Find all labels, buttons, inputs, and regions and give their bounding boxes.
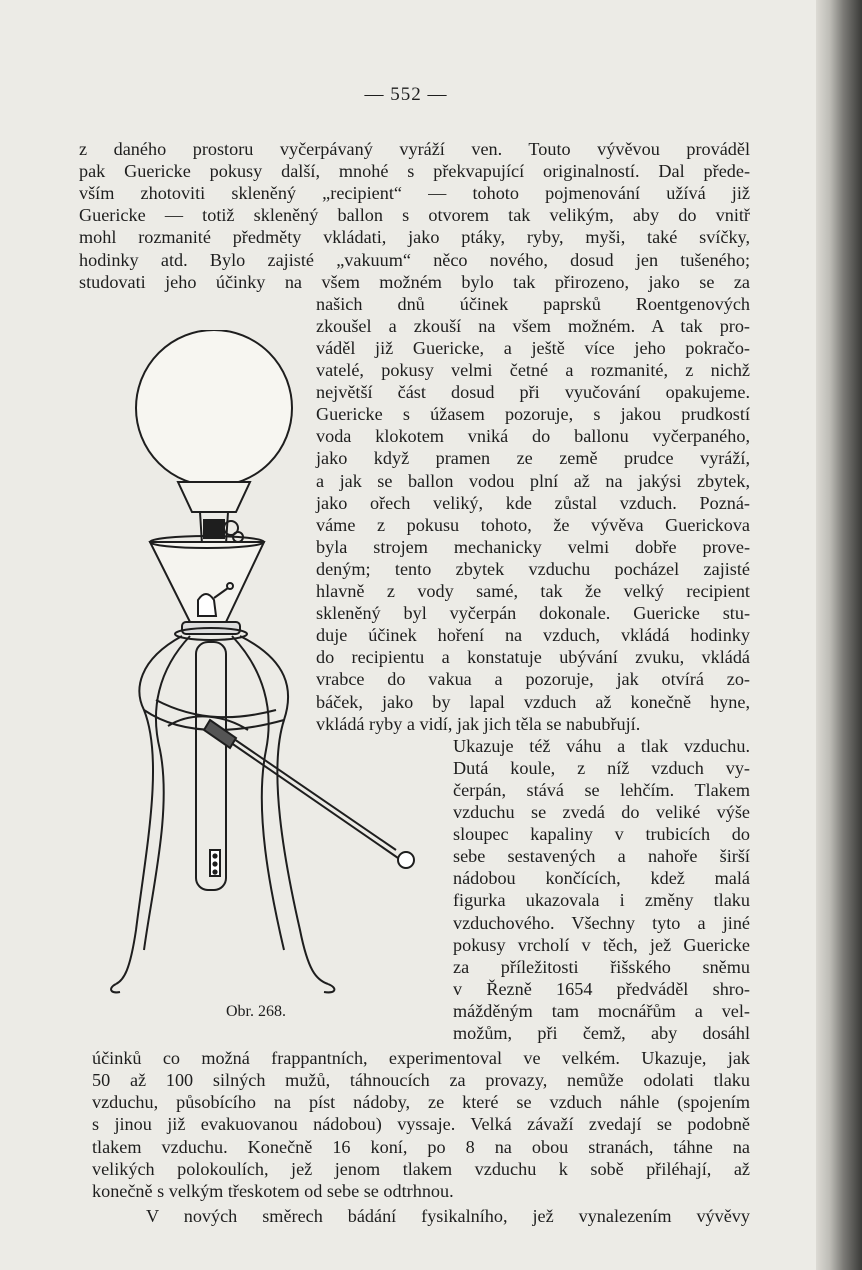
text-line: jako když pramen ze země prudce vyráží, <box>316 448 750 469</box>
text-line: jako ořech veliký, kde zůstal vzduch. Pozná- <box>316 492 750 513</box>
text-line: nádobou končících, kdež malá <box>453 868 750 889</box>
text-line: velikých polokoulích, jež jenom tlakem vzduchu k sobě přiléhají, až <box>92 1158 750 1179</box>
text-line: V nových směrech bádání fysikalního, jež vynalezením vývěvy <box>146 1205 750 1226</box>
text-line: 50 až 100 silných mužů, táhnoucích za provazy, nemůže odolati tlaku <box>92 1070 750 1091</box>
text-line: duje účinek hoření na vzduch, vkládá hodinky <box>316 625 750 646</box>
text-line: hodinky atd. Bylo zajisté „vakuum“ něco nového, dosud jen tušeného; <box>79 249 750 270</box>
text-line: váme z pokusu tohoto, že vývěva Guerickova <box>316 514 750 535</box>
text-line: Guericke — totiž skleněný ballon s otvorem tak velikým, aby do vnitř <box>79 205 750 226</box>
text-line: účinků co možná frappantních, experimentoval ve velkém. Ukazuje, jak <box>92 1048 750 1069</box>
text-line: tlakem vzduchu. Konečně 16 koní, po 8 na obou stranách, táhne na <box>92 1136 750 1157</box>
text-line: vatelé, pokusy velmi četné a rozmanité, z nichž <box>316 360 750 380</box>
page-number: — 552 — <box>364 84 448 105</box>
text-line: zkoušel a zkouší na všem možném. A tak pro- <box>316 315 750 336</box>
text-line: váděl již Guericke, a ještě více jeho pokračo- <box>316 337 750 358</box>
text-line: voda klokotem vniká do ballonu vyčerpaného, <box>316 426 750 447</box>
text-line: skleněný byl vyčerpán dokonale. Guericke stu- <box>316 603 750 624</box>
text-line: možům, při čemž, aby dosáhl <box>453 1023 750 1043</box>
text-line: byla strojem mechanicky velmi dobře prove- <box>316 536 750 557</box>
text-line: studovati jeho účinky na všem možném bylo tak přirozeno, jako se za <box>79 271 750 292</box>
text-line: největší část dosud při vyučování opakujeme. <box>316 382 750 403</box>
text-line: pokusy vrcholí v těch, jež Guericke <box>453 934 750 955</box>
text-line: vzduchu, působícího na píst nádoby, ze které se vzduch náhle (spojením <box>92 1092 750 1113</box>
text-line: do recipientu a konstatuje ubývání zvuku, vkládá <box>316 647 750 668</box>
page-edge-shadow <box>816 0 862 1270</box>
text-line: vzduchu se zvedá do veliké výše <box>453 802 750 822</box>
text-line: a jak se ballon vodou plní až na jakýsi zbytek, <box>316 470 750 491</box>
text-line: vkládá ryby a vidí, jak jich těla se nabubřují. <box>316 713 641 734</box>
text-line: za příležitosti řišského sněmu <box>453 956 750 977</box>
text-line: vrabce do vakua a pozoruje, jak otvírá zo- <box>316 669 750 690</box>
text-line: konečně s velkým třeskotem od sebe se odtrhnou. <box>92 1180 454 1201</box>
text-line: Dutá koule, z níž vzduch vy- <box>453 757 750 778</box>
text-line: s jinou již evakuovanou nádobou) vyssaje. Velká závaží zvedají se podobně <box>92 1114 750 1135</box>
text-line: Guericke s úžasem pozoruje, s jakou prudkostí <box>316 404 750 425</box>
text-line: vzduchového. Všechny tyto a jiné <box>453 912 750 933</box>
text-line: pak Guericke pokusy další, mnohé s překvapující originalností. Dal přede- <box>79 161 750 182</box>
text-line: Ukazuje též váhu a tlak vzduchu. <box>453 735 750 756</box>
text-line: v Řezně 1654 předváděl shro- <box>453 978 750 999</box>
text-line: mohl rozmanité předměty vkládati, jako ptáky, ryby, myši, také svíčky, <box>79 227 750 248</box>
figure-caption: Obr. 268. <box>226 1003 286 1020</box>
text-line: našich dnů účinek paprsků Roentgenových <box>316 293 750 314</box>
vacuum-pump-figure <box>98 330 448 1020</box>
text-line: sloupec kapaliny v trubicích do <box>453 824 750 845</box>
text-line: z daného prostoru vyčerpávaný vyráží ven. Touto vývěvou prováděl <box>79 139 750 159</box>
text-line: čerpán, stává se lehčím. Tlakem <box>453 779 750 800</box>
text-line: sebe sestavených a nahoře širší <box>453 846 750 867</box>
text-line: vším zhotoviti skleněný „recipient“ — tohoto pojmenování užívá již <box>79 183 750 204</box>
text-line: báček, jako by lapal vzduch až konečně hyne, <box>316 691 750 712</box>
text-line: deným; tento zbytek vzduchu pocházel zajisté <box>316 558 750 579</box>
text-line: hlavně z vody samé, tak že velký recipient <box>316 581 750 601</box>
text-line: mážděným tam mocnářům a vel- <box>453 1000 750 1021</box>
text-line: figurka ukazovala i změny tlaku <box>453 890 750 911</box>
